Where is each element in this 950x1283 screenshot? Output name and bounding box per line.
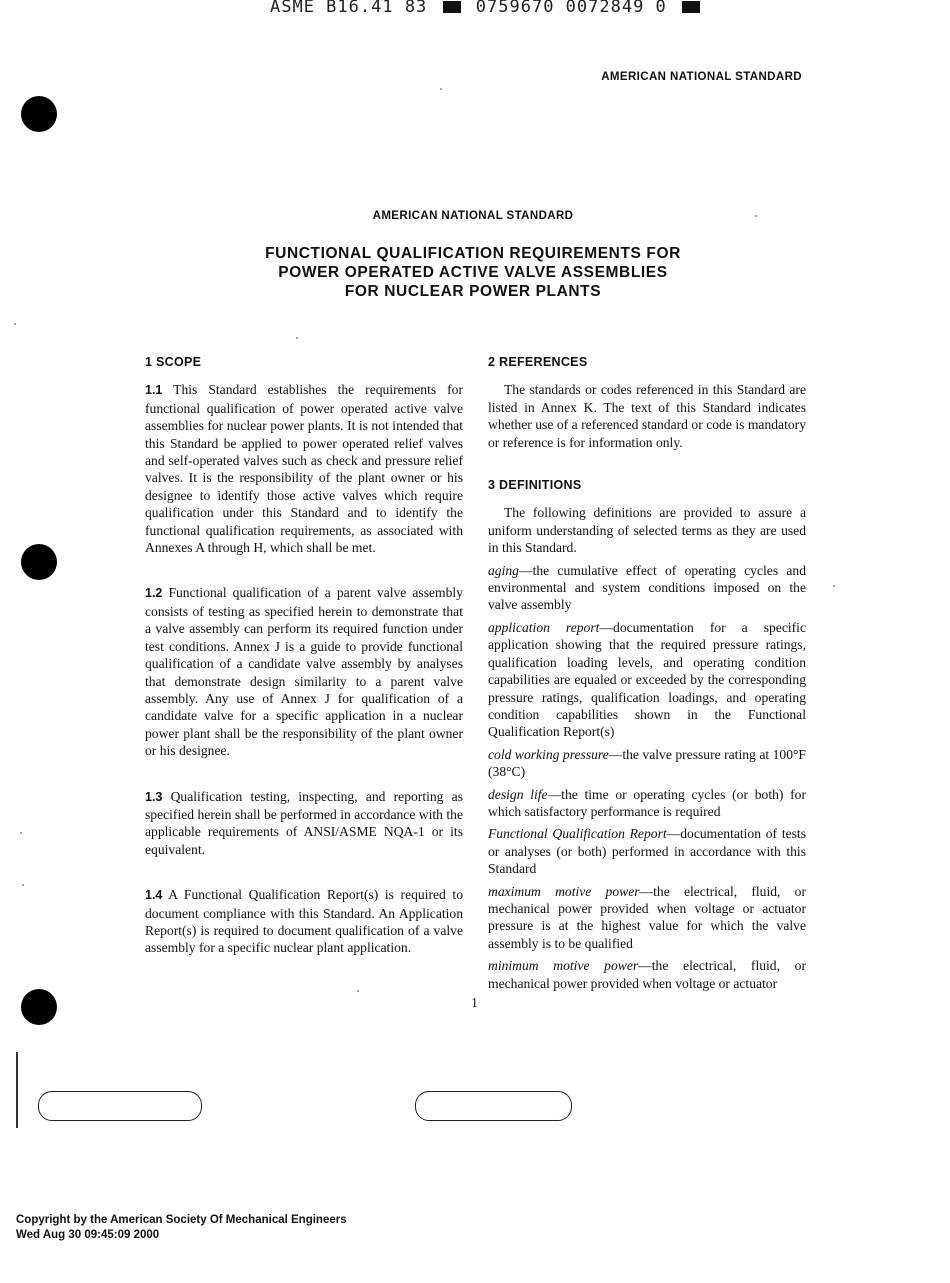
scan-speck (357, 990, 359, 992)
copyright-footer (16, 1213, 347, 1243)
scan-speck (20, 832, 22, 834)
definition-text: —documentation of tests or analyses (or both) performed in accordance with this Standard (488, 826, 806, 877)
title-line-1: FUNCTIONAL QUALIFICATION REQUIREMENTS FOR (265, 245, 681, 262)
scan-speck (755, 215, 757, 217)
scan-margin-line (16, 1052, 18, 1128)
definitions-intro: The following definitions are provided to assure a uniform understanding of selected terms as they are used in this Standard. (488, 505, 806, 556)
paragraph-number: 1.4 (145, 888, 163, 903)
scan-header-code (270, 0, 704, 17)
paragraph-text: Qualification testing, inspecting, and reporting as specified herein shall be performed in accordance with the applicable requirements of ANSI/ASME NQA-1 or its equivalent. (145, 788, 463, 857)
paragraph-number: 1.2 (145, 586, 163, 601)
title-line-2: POWER OPERATED ACTIVE VALVE ASSEMBLIES (278, 264, 668, 281)
references-paragraph: The standards or codes referenced in this Standard are listed in Annex K. The text of this Standard indicates whether use of a referenced standard or code is mandatory or reference is for information only. (488, 382, 806, 450)
scan-header-part-1: ASME B16.41 83 (270, 0, 428, 17)
definition-text: —the cumulative effect of operating cycles and environmental and system conditions imposed on the valve assembly (488, 562, 806, 613)
definition-term: design life (488, 786, 548, 802)
right-column (488, 354, 806, 997)
paragraph-1-1 (145, 381, 463, 556)
definition-term: maximum motive power (488, 883, 640, 899)
definition-term: aging (488, 562, 519, 578)
definition-text: —the time or operating cycles (or both) for which satisfactory performance is required (488, 786, 806, 819)
definition-aging (488, 562, 806, 614)
section-heading-definitions: 3 DEFINITIONS (488, 478, 582, 493)
scan-speck (833, 585, 835, 587)
definition-text: —the electrical, fluid, or mechanical power provided when voltage or actuator (488, 958, 806, 991)
paragraph-1-4 (145, 886, 463, 957)
paragraph-number: 1.3 (145, 789, 163, 804)
definition-functional-qualification-report (488, 825, 806, 877)
paragraph-text: Functional qualification of a parent valve assembly consists of testing as specified herein to demonstrate that a valve assembly can perform its required function under test conditions. Annex J is a guide to provide functional qualification of a candidate valve assembly by analyses that demonstrate design similarity to a parent valve assembly. Any use of Annex J for qualification of a candidate valve for a specific application in a nuclear power plant shall be the responsibility of the plant owner or his designee. (145, 585, 463, 759)
scan-tab-outline (38, 1091, 202, 1121)
definition-text: —the electrical, fluid, or mechanical power provided when voltage or actuator pressure is at the highest value for which the valve assembly is to be qualified (488, 883, 806, 951)
running-head: AMERICAN NATIONAL STANDARD (601, 71, 802, 83)
footer-timestamp: Wed Aug 30 09:45:09 2000 (16, 1229, 160, 1241)
definition-maximum-motive-power (488, 883, 806, 953)
paragraph-text: A Functional Qualification Report(s) is required to document compliance with this Standard. An Application Report(s) is required to document qualification of a valve assembly for a specific nuclear plant application. (145, 887, 463, 956)
definition-term: application report (488, 619, 600, 635)
scan-speck (14, 323, 16, 325)
definition-term: cold working pressure (488, 746, 609, 762)
section-heading-scope: 1 SCOPE (145, 355, 202, 369)
scan-block-mark (682, 1, 700, 13)
definition-design-life (488, 786, 806, 821)
footer-copyright: Copyright by the American Society Of Mechanical Engineers (16, 1214, 347, 1226)
page-number: 1 (471, 996, 478, 1011)
scan-tab-outline (415, 1091, 572, 1121)
binder-hole (21, 544, 57, 580)
paragraph-number: 1.1 (145, 383, 163, 398)
definition-application-report (488, 619, 806, 741)
binder-hole (21, 989, 57, 1025)
scan-speck (296, 337, 298, 339)
scan-block-mark (443, 1, 461, 13)
title-line-3: FOR NUCLEAR POWER PLANTS (344, 283, 602, 300)
definition-text: —the valve pressure rating at 100°F (38°C) (488, 746, 806, 780)
paragraph-text: This Standard establishes the requirements for functional qualification of power operated active valve assemblies for nuclear power plants. It is not intended that this Standard be applied to power operated relief valves and self-operated valves such as check and pressure relief valves. It is the responsibility of the plant owner or his designee to identify those active valves which require qualification under this Standard and to identify the functional qualification requirements, as associated with Annexes A through H, which shall be met. (145, 382, 463, 556)
definition-minimum-motive-power (488, 957, 806, 992)
scan-speck (440, 88, 442, 90)
definition-term: minimum motive power (488, 958, 639, 974)
definition-text: —documentation for a specific application showing that the required pressure ratings, qualification loading levels, and operating condition capabilities are equaled or exceeded by the corresponding pressure ratings, qualification loadings, and operating condition capabilities shown in the Functional Qualification Report(s) (488, 619, 806, 740)
scan-header-part-2: 0759670 0072849 0 (475, 0, 667, 17)
paragraph-1-2 (145, 584, 463, 759)
left-column (145, 354, 463, 957)
section-heading-references: 2 REFERENCES (488, 355, 588, 369)
standard-label: AMERICAN NATIONAL STANDARD (372, 210, 574, 222)
definition-cold-working-pressure (488, 746, 806, 781)
definition-term: Functional Qualification Report (488, 826, 667, 842)
paragraph-1-3 (145, 788, 463, 859)
document-title (0, 244, 946, 301)
scan-speck (22, 884, 24, 886)
binder-hole (21, 96, 57, 132)
